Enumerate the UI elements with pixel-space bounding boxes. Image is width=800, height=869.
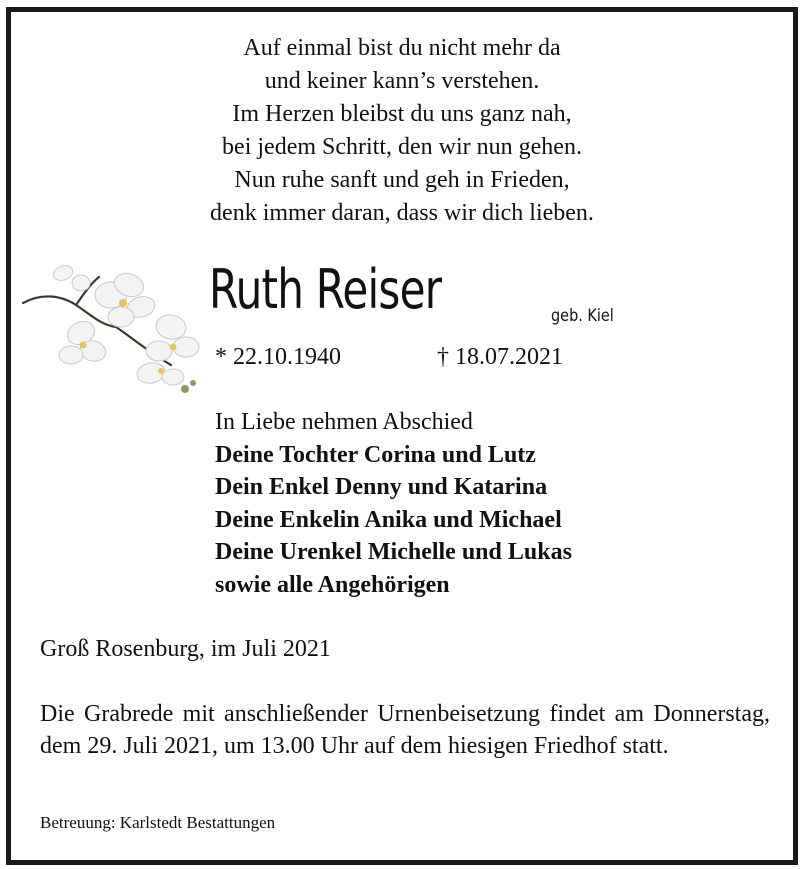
deceased-name: Ruth Reiser xyxy=(209,258,442,321)
memorial-poem xyxy=(11,32,793,230)
poem-line: Auf einmal bist du nicht mehr da xyxy=(243,35,561,61)
poem-line: denk immer daran, dass wir dich lieben. xyxy=(210,200,594,226)
orchid-image xyxy=(21,255,206,405)
place-and-date: Groß Rosenburg, im Juli 2021 xyxy=(40,636,331,662)
mourner-line: Dein Enkel Denny und Katarina xyxy=(215,474,548,500)
poem-line: Nun ruhe sanft und geh in Frieden, xyxy=(234,167,570,193)
birth-date: * 22.10.1940 xyxy=(215,344,341,370)
poem-line: bei jedem Schritt, den wir nun gehen. xyxy=(222,134,582,160)
poem-line: und keiner kann’s verstehen. xyxy=(264,68,540,94)
service-notice: Die Grabrede mit anschließender Urnenbeisetzung findet am Donnerstag, dem 29. Juli 2021, um 13.00 Uhr auf dem hiesigen Friedhof statt. xyxy=(40,701,770,759)
mourners-list xyxy=(215,406,572,601)
mourner-line: Deine Tochter Corina und Lutz xyxy=(215,441,536,468)
mourners-intro: In Liebe nehmen Abschied xyxy=(215,409,473,435)
mourner-line: Deine Enkelin Anika und Michael xyxy=(215,506,562,533)
maiden-name: geb. Kiel xyxy=(551,306,614,326)
obituary-notice xyxy=(6,7,798,865)
mourner-line: Deine Urenkel Michelle und Lukas xyxy=(215,539,572,565)
death-date: † 18.07.2021 xyxy=(437,344,563,370)
funeral-home: Betreuung: Karlstedt Bestattungen xyxy=(40,813,276,832)
mourner-line: sowie alle Angehörigen xyxy=(215,571,450,598)
poem-line: Im Herzen bleibst du uns ganz nah, xyxy=(232,101,572,127)
